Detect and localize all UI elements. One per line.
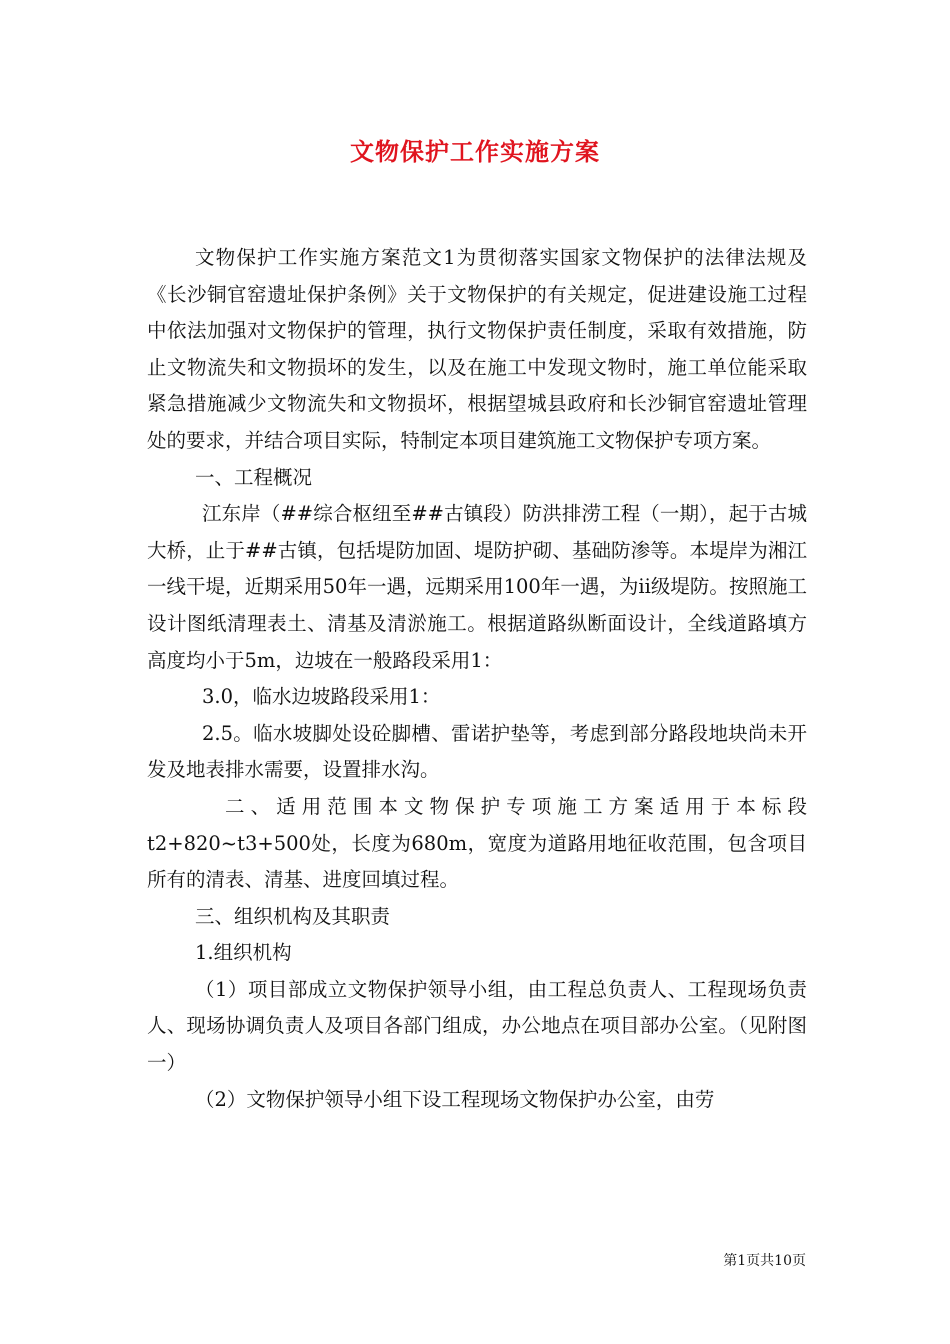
subsection-heading-structure: 1.组织机构: [195, 941, 292, 965]
paragraph-slope-ratio: 3.0，临水边坡路段采用1：: [202, 685, 441, 709]
paragraph-leading-group: （1）项目部成立文物保护领导小组，由工程总负责人、工程现场负责人、现场协调负责人及项目各部门组成，办公地点在项目部办公室。（见附图一）: [147, 977, 807, 1075]
paragraph-intro: 文物保护工作实施方案范文1为贯彻落实国家文物保护的法律法规及《长沙铜官窑遗址保护条例》关于文物保护的有关规定，促进建设施工过程中依法加强对文物保护的管理，执行文物保护责任制度，采取有效措施，防止文物流失和文物损坏的发生，以及在施工中发现文物时，施工单位能采取紧急措施减少文物流失和文物损坏，根据望城县政府和长沙铜官窑遗址管理处的要求，并结合项目实际，特制定本项目建筑施工文物保护专项方案。: [147, 246, 807, 452]
document-body: [147, 240, 807, 1118]
section-heading-overview: 一、工程概况: [195, 465, 313, 489]
paragraph-slope-details: 2.5。临水坡脚处设砼脚槽、雷诺护垫等，考虑到部分路段地块尚未开发及地表排水需要，设置排水沟。: [147, 721, 807, 782]
paragraph-site-office: （2）文物保护领导小组下设工程现场文物保护办公室，由劳: [195, 1087, 715, 1111]
paragraph-scope: 二、适用范围本文物保护专项施工方案适用于本标段t2+820~t3+500处，长度为680m，宽度为道路用地征收范围，包含项目所有的清表、清基、进度回填过程。: [147, 794, 807, 892]
page-number: 第1页共10页: [723, 1253, 806, 1269]
section-heading-organization: 三、组织机构及其职责: [195, 904, 391, 928]
paragraph-overview: 江东岸（##综合枢纽至##古镇段）防洪排涝工程（一期），起于古城大桥，止于##古镇，包括堤防加固、堤防护砌、基础防渗等。本堤岸为湘江一线干堤，近期采用50年一遇，远期采用100年一遇，为ii级堤防。按照施工设计图纸清理表土、清基及清淤施工。根据道路纵断面设计，全线道路填方高度均小于5m，边坡在一般路段采用1：: [147, 502, 807, 672]
document-title: 文物保护工作实施方案: [350, 137, 600, 166]
